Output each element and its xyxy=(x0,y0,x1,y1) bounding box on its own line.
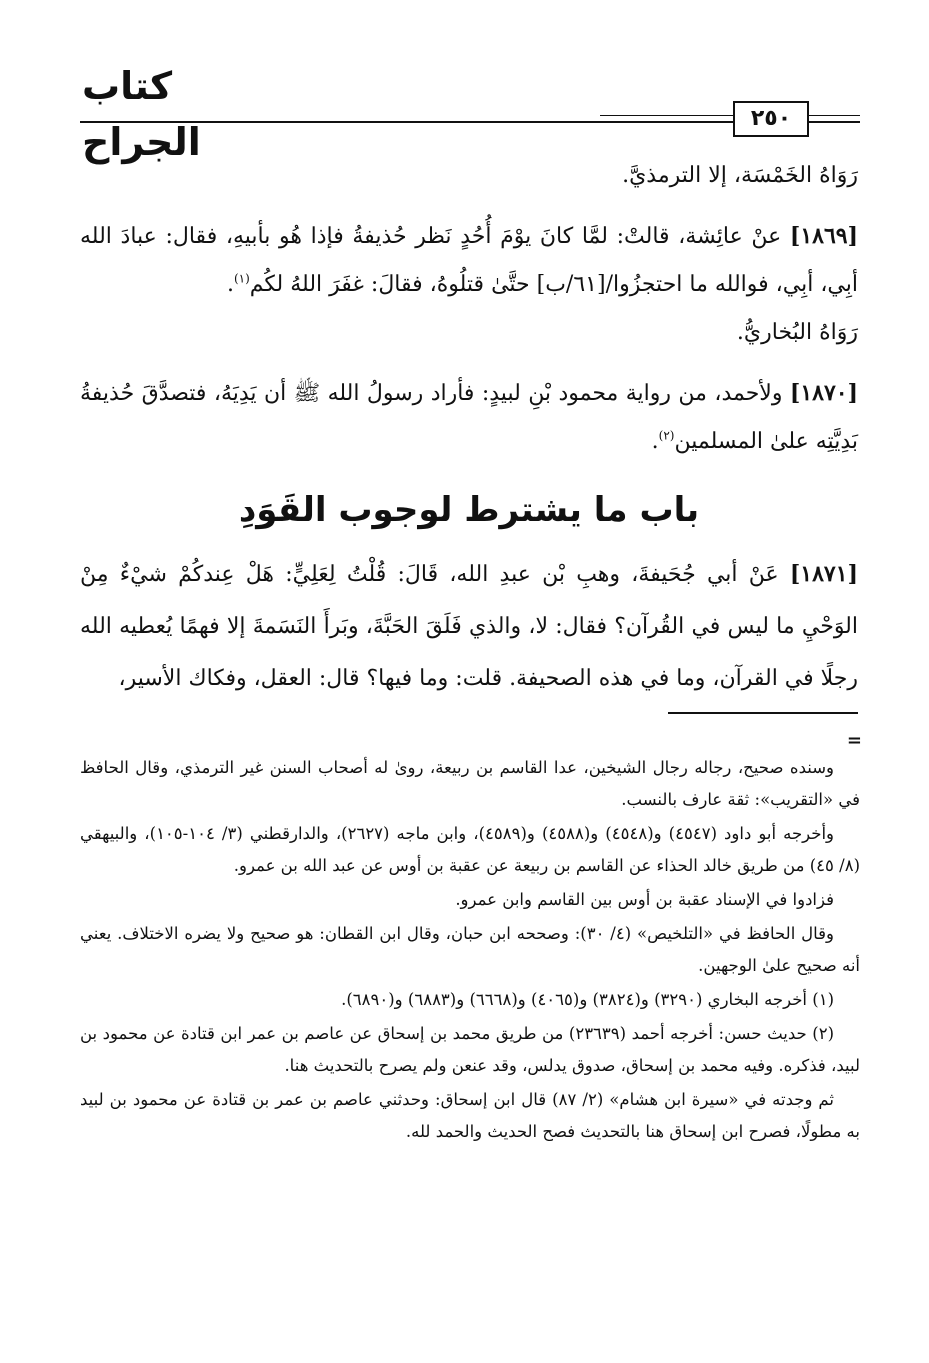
hadith-text: عنْ عائِشة، قالتْ: لمَّا كانَ يوْمَ أُحُدٍ نَظر حُذيفةُ فإذا هُو بأبيهِ، فقال: عبادَ الله أبِي، أبِي، فوالله ما احتجزُوا/[٦١/ب] حتَّىٰ قتلُوهُ، فقالَ: غفَرَ اللهُ لكُم xyxy=(80,224,858,297)
book-title: كتاب الجراح xyxy=(82,64,201,164)
hadith-text: عَنْ أبي جُحَيفةَ، وهبِ بْن عبدِ الله، قَالَ: قُلْتُ لِعَلِيٍّ: هَلْ عِندكُمْ شيْءٌ مِنْ الوَحْيِ ما ليس في القُرآن؟ فقال: لا، والذي فَلَقَ الحَبَّةَ، وبَرأَ النَسَمةَ إلا فهمًا يُعطيه الله رجلًا في القرآن، وما في هذه الصحيفة. قلت: وما فيها؟ قال: العقل، وفكاك الأسير، xyxy=(80,562,858,691)
hadith-1870 xyxy=(80,369,858,466)
footnote-2: (٢) حديث حسن: أخرجه أحمد (٢٣٦٣٩) من طريق محمد بن إسحاق عن عاصم بن عمر ابن قتادة عن محمود بن لبيد، فذكره. وفيه محمد بن إسحاق، صدوق يدلس، وقد عنعن ولم يصرح بالتحديث هنا. xyxy=(80,1024,860,1075)
footnote-paragraph: وأخرجه أبو داود (٤٥٤٧) و(٤٥٤٨) و(٤٥٨٨) و(٤٥٨٩)، وابن ماجه (٢٦٢٧)، والدارقطني (٣/ ١٠٤-١٠٥)، والبيهقي (٨/ ٤٥) من طريق خالد الحذاء عن القاسم بن ربيعة عن عقبة بن أوس عن عبد الله بن عمرو. xyxy=(80,824,860,875)
hadith-number: [١٨٧١] xyxy=(789,561,858,587)
hadith-number: [١٨٦٩] xyxy=(789,223,858,249)
hadith-1871 xyxy=(80,548,858,705)
footnote-paragraph: ثم وجدته في «سيرة ابن هشام» (٢/ ٨٧) قال ابن إسحاق: وحدثني عاصم بن عمر بن قتادة عن محمود بن لبيد به مطولًا، فصرح ابن إسحاق هنا بالتحديث فصح الحديث والحمد لله. xyxy=(80,1090,860,1141)
narration-note: رَوَاهُ الخَمْسَة، إلا الترمذيَّ. xyxy=(622,163,858,188)
hadith-section-1 xyxy=(80,152,858,466)
hadith-end: . xyxy=(651,429,659,454)
footnote-ref: (٢) xyxy=(658,428,675,443)
footnote-paragraph: فزادوا في الإسناد عقبة بن أوس بين القاسم وابن عمرو. xyxy=(455,890,834,909)
hadith-number: [١٨٧٠] xyxy=(789,380,858,406)
chapter-title: باب ما يشترط لوجوب القَوَدِ xyxy=(238,490,700,530)
hadith-section-2 xyxy=(80,548,858,705)
footnote-paragraph: وقال الحافظ في «التلخيص» (٤/ ٣٠): وصححه ابن حبان، وقال ابن القطان: هو صحيح ولا يضره الاختلاف. يعني أنه صحيح علىٰ الوجهين. xyxy=(80,924,860,975)
hadith-end: . xyxy=(226,272,234,297)
footnotes xyxy=(80,752,860,1150)
hadith-text: ولأحمد، من رواية محمود بْنِ لبيدٍ: فأراد رسولُ الله ﷺ أن يَدِيَهُ، فتصدَّقَ حُذيفةُ بَدِيَّتِه علىٰ المسلمين xyxy=(80,381,858,454)
footnote-ref: (١) xyxy=(233,271,250,286)
footnote-1: (١) أخرجه البخاري (٣٢٩٠) و(٣٨٢٤) و(٤٠٦٥) و(٦٦٦٨) و(٦٨٨٣) و(٦٨٩٠). xyxy=(341,990,834,1009)
footnote-continuation-mark: = xyxy=(846,730,862,751)
page-number: ٢٥٠ xyxy=(733,101,809,137)
footnote-rule xyxy=(668,712,858,714)
header-rule-thin xyxy=(600,115,860,116)
narration-note: رَوَاهُ البُخاريُّ. xyxy=(736,320,858,345)
footnote-paragraph: وسنده صحيح، رجاله رجال الشيخين، عدا القاسم بن ربيعة، روىٰ له أصحاب السنن غير الترمذي، وقال الحافظ في «التقريب»: ثقة عارف بالنسب. xyxy=(80,758,860,809)
hadith-1869 xyxy=(80,212,858,309)
